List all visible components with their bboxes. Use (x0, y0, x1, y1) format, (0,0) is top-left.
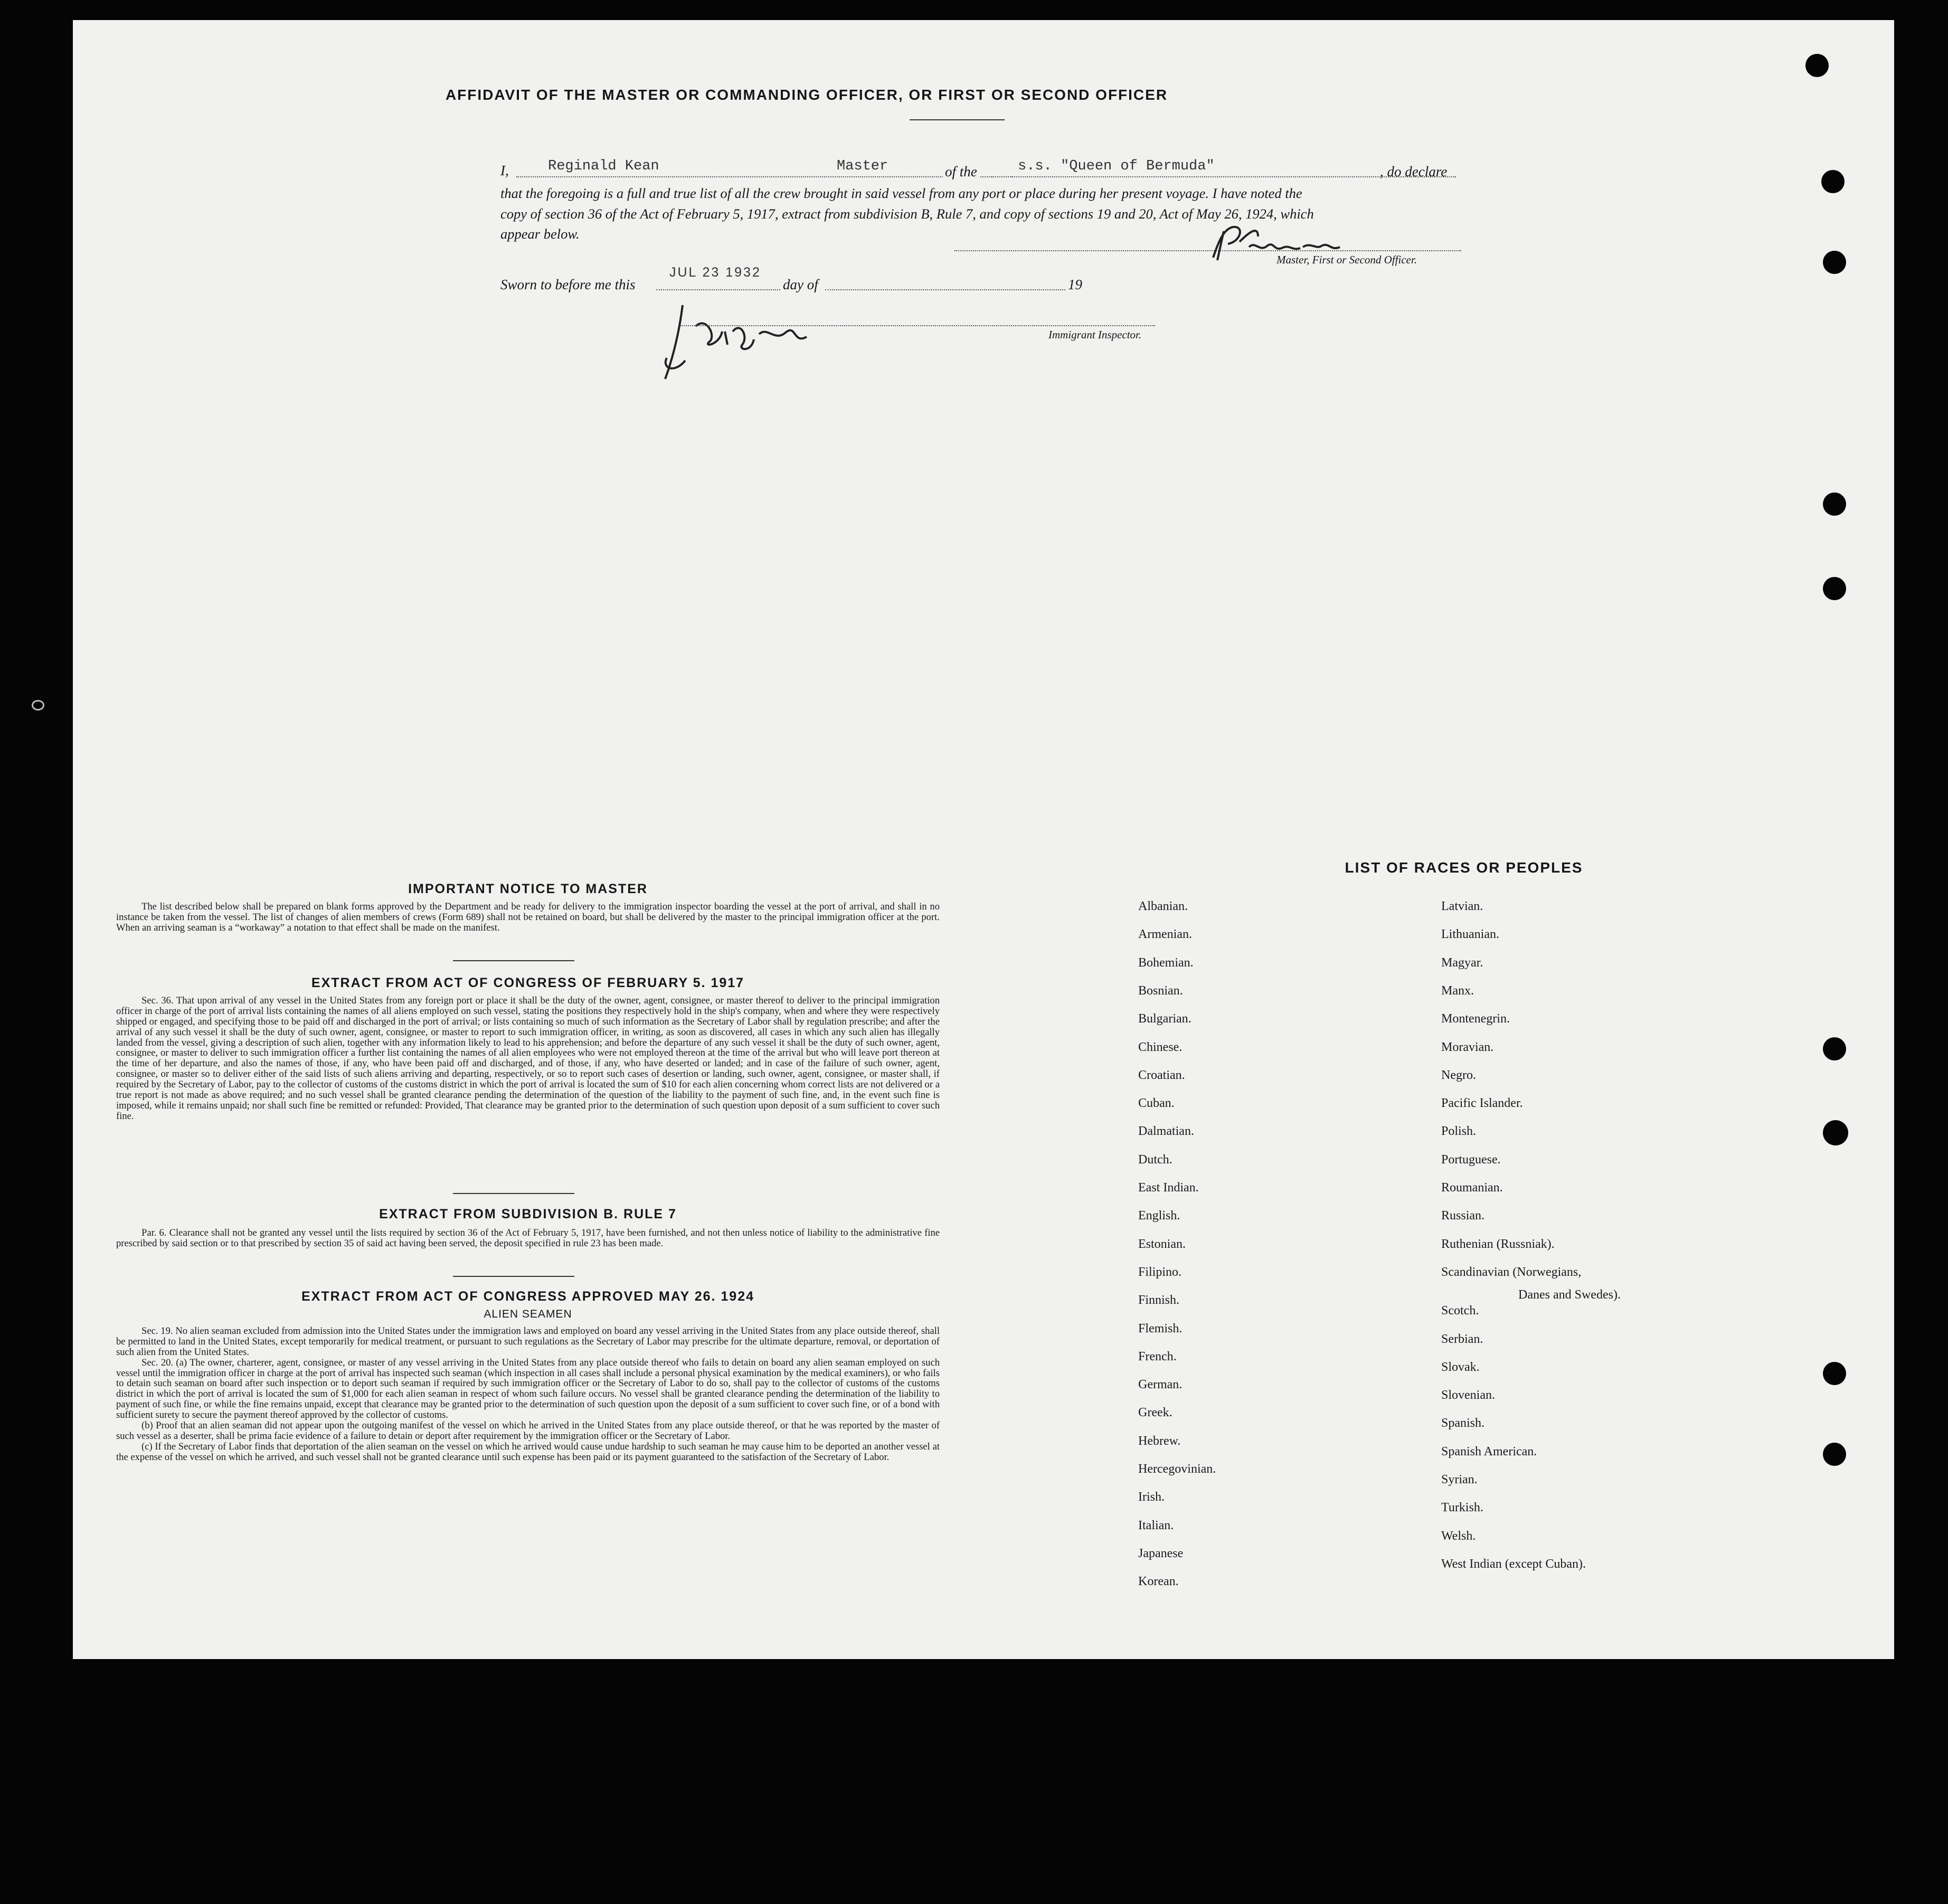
extract-1924-title: EXTRACT FROM ACT OF CONGRESS APPROVED MAY 26. 1924 (301, 1289, 755, 1304)
alien-seamen-subtitle: ALIEN SEAMEN (484, 1308, 572, 1320)
race-item: Roumanian. (1441, 1181, 1503, 1195)
race-item: Russian. (1441, 1209, 1485, 1223)
race-item: Greek. (1138, 1406, 1172, 1420)
race-item: Filipino. (1138, 1265, 1182, 1279)
officer-caption: Master, First or Second Officer. (1276, 253, 1417, 266)
race-item: Cuban. (1138, 1096, 1175, 1111)
binder-hole (1823, 492, 1846, 516)
inspector-signature-line (680, 325, 1155, 326)
race-item: Moravian. (1441, 1040, 1494, 1054)
race-item: Hebrew. (1138, 1434, 1181, 1448)
binder-hole (1823, 1120, 1848, 1145)
race-item: Flemish. (1138, 1321, 1183, 1335)
race-item: Ruthenian (Russniak). (1441, 1237, 1555, 1251)
sec-20c-paragraph: (c) If the Secretary of Labor finds that deportation of the alien seaman on the vessel on which he arrived would cause undue hardship to such seaman he may cause him to be deported an another vessel at the expense of the vessel on which he arrived, and such vessel shall not be granted clearance until such expense has been paid or its payment guaranteed to the satisfaction of the Secretary of Labor. (116, 1441, 940, 1463)
name-blank (516, 176, 1013, 177)
race-item: Slovenian. (1441, 1388, 1495, 1403)
sec-20a-paragraph: Sec. 20. (a) The owner, charterer, agent, consignee, or master of any vessel arriving in the United States from any place outside thereof who fails to detain on board any alien seaman employed on such vessel until the immigration officer in charge at the port of arrival has inspected such seaman (which inspection in all cases shall include a personal physical examination by the medical examiners), or who fails to detain such seaman on board after such inspection or to deport such seaman if required by such immigration officer or the Secretary of Labor to do so, shall pay to the collector of customs of the customs district in which the port of arrival is located the sum of $1,000 for each alien seaman in respect of whom such failure occurs. No vessel shall be granted clearance pending the determination of the liability to payment of such fine, or while the fine remains unpaid, except that clearance may be granted prior to the determination of such question upon the deposit of a sum sufficient to cover such fine, or of a bond with sufficient surety to secure the payment thereof approved by the collector of customs. (116, 1357, 940, 1421)
race-item: Scandinavian (Norwegians, (1441, 1265, 1582, 1279)
race-item: Chinese. (1138, 1040, 1183, 1054)
race-item: French. (1138, 1349, 1177, 1363)
affidavit-i-label: I, (500, 163, 509, 178)
sworn-day-blank (656, 289, 780, 290)
sec-36-paragraph: Sec. 36. That upon arrival of any vessel in the United States from any foreign port or place it shall be the duty of the owner, agent, consignee, or master thereof to deliver to the principal immigration officer in charge of the port of arrival lists containing the names of all aliens employed on such vessel, stating the positions they respectively hold in the ship's company, when and where they were respectively shipped or engaged, and specifying those to be paid off and discharged in the port of arrival; or lists containing so much of such information as the Secretary of Labor shall by regulation prescribe; and after the arrival of any such vessel it shall be the duty of such owner, agent, consignee, or master to report to such immigration officer, in writing, as soon as discovered, all cases in which any such alien has illegally landed from the vessel, giving a description of such alien, together with any information likely to lead to his apprehension; and before the departure of any such vessel it shall be the duty of such owner, agent, consignee, or master to deliver to such immigration officer a further list containing the names of all alien employees who were not employed thereon at the time of the arrival but who will leave port thereon at the time of her departure, and also the names of those, if any, who have been paid off and discharged, and of those, if any, who have deserted or landed; and in case of the failure of such owner, agent, consignee, or master so to deliver either of the said lists of such aliens arriving and departing, respectively, or so to report such cases of desertion or landing, such owner, agent, consignee, or master shall, if required by the Secretary of Labor, pay to the collector of customs of the customs district in which the port of arrival is located the sum of $10 for each alien concerning whom correct lists are not delivered or a true report is not made as above required; and no such vessel shall be granted clearance pending the determination of the question of the liability to the payment of such fine, and, in the event such fine is imposed, while it remains unpaid; nor shall such fine be remitted or refunded: Provided, That clearance may be granted prior to the determination of such question upon deposit of a sum sufficient to cover such fine. (116, 995, 940, 1122)
rule-7-title: EXTRACT FROM SUBDIVISION B. RULE 7 (379, 1207, 677, 1221)
sworn-label: Sworn to before me this (500, 277, 636, 292)
master-name: Reginald Kean (548, 158, 659, 174)
affidavit-line-2: that the foregoing is a full and true list of all the crew brought in said vessel from any port or place during her present voyage. I have noted the (500, 185, 1302, 201)
inspector-signature (654, 295, 886, 384)
affidavit-do-declare: , do declare (1380, 164, 1448, 179)
notice-paragraph: The list described below shall be prepared on blank forms approved by the Department and be ready for delivery to the immigration inspector boarding the vessel at the port of arrival, and shall in no instance be taken from the vessel. The list of changes of alien members of crews (Form 689) shall not be retained on board, but shall be delivered by the master to the principal immigration officer at the port. When an arriving seaman is a “workaway” a notation to that effect shall be made on the manifest. (116, 901, 940, 933)
notice-title: IMPORTANT NOTICE TO MASTER (408, 882, 648, 896)
race-item: Dalmatian. (1138, 1124, 1194, 1139)
binder-hole (1823, 251, 1846, 274)
race-item: Pacific Islander. (1441, 1096, 1523, 1111)
races-title: LIST OF RACES OR PEOPLES (1345, 859, 1583, 876)
race-item: Turkish. (1441, 1501, 1483, 1515)
race-item: West Indian (except Cuban). (1441, 1557, 1586, 1571)
binder-hole (1823, 577, 1846, 600)
race-item: Portuguese. (1441, 1152, 1501, 1167)
day-of-label: day of (783, 277, 818, 292)
notice-text (116, 902, 940, 933)
race-item: Syrian. (1441, 1473, 1478, 1486)
race-item: English. (1138, 1209, 1180, 1223)
sec-19-paragraph: Sec. 19. No alien seaman excluded from admission into the United States under the immigration laws and employed on board any vessel arriving in the United States from any place outside thereof, shall be permitted to land in the United States, except temporarily for medical treatment, or pursuant to such regulations as the Secretary of Labor may prescribe for the ultimate departure, removal, or deportation of such alien from the United States. (116, 1325, 940, 1358)
affidavit-line-3: copy of section 36 of the Act of February 5, 1917, extract from subdivision B, Rule 7, and copy of sections 19 and 20, Act of May 26, 1924, which (500, 206, 1314, 222)
race-item: Estonian. (1138, 1237, 1186, 1251)
race-item: Irish. (1138, 1490, 1165, 1504)
par-6-paragraph: Par. 6. Clearance shall not be granted any vessel until the lists required by section 36 of the Act of February 5, 1917, have been furnished, and not then unless notice of liability to the administrative fine prescribed by said section or to that prescribed by section 35 of said act having been served, the deposit specified in rule 23 has been made. (116, 1227, 940, 1249)
binder-hole (1805, 54, 1829, 77)
extract-1917-title: EXTRACT FROM ACT OF CONGRESS OF FEBRUARY 5. 1917 (311, 975, 745, 990)
affidavit-of-the: of the (943, 164, 979, 180)
race-item: Welsh. (1441, 1529, 1476, 1543)
vessel-name: s.s. "Queen of Bermuda" (1018, 158, 1215, 174)
race-item: Serbian. (1441, 1332, 1483, 1346)
race-item: Croatian. (1138, 1068, 1185, 1082)
race-item: Montenegrin. (1441, 1012, 1510, 1026)
race-item: Spanish. (1441, 1416, 1485, 1431)
race-item: Albanian. (1138, 899, 1188, 913)
race-item: German. (1138, 1378, 1183, 1392)
divider-1 (453, 960, 574, 961)
race-item: Italian. (1138, 1518, 1174, 1532)
binder-hole (1823, 1443, 1846, 1466)
race-item: Korean. (1138, 1575, 1179, 1589)
race-item: Magyar. (1441, 955, 1483, 970)
film-mark (32, 700, 44, 711)
date-stamp: JUL 23 1932 (669, 265, 761, 280)
binder-hole (1823, 1037, 1846, 1060)
affidavit-title: AFFIDAVIT OF THE MASTER OR COMMANDING OFFICER, OR FIRST OR SECOND OFFICER (445, 87, 1168, 103)
race-item: Bosnian. (1138, 983, 1183, 998)
race-item: Lithuanian. (1441, 927, 1499, 942)
divider-3 (453, 1276, 574, 1277)
race-item: Bulgarian. (1138, 1012, 1192, 1026)
race-item: Dutch. (1138, 1152, 1172, 1167)
race-item: Finnish. (1138, 1293, 1180, 1308)
extract-1924-text (116, 1326, 940, 1463)
month-blank (825, 289, 1065, 290)
race-item: East Indian. (1138, 1181, 1199, 1195)
race-item: Spanish American. (1441, 1444, 1537, 1458)
sec-20b-paragraph: (b) Proof that an alien seaman did not appear upon the outgoing manifest of the vessel on which he arrived in the United States from any place outside thereof, or that he was reported by the master of such vessel as a deserter, shall be prima facie evidence of a failure to detain or deport after requirement by the immigration officer or the Secretary of Labor. (116, 1420, 940, 1442)
binder-hole (1821, 170, 1845, 193)
document-page (73, 20, 1894, 1659)
race-item: Armenian. (1138, 927, 1192, 942)
race-item: Latvian. (1441, 899, 1483, 913)
race-item: Manx. (1441, 983, 1474, 998)
race-item: Bohemian. (1138, 955, 1194, 970)
master-position: Master (837, 158, 888, 174)
title-divider (910, 119, 1005, 120)
race-item: Slovak. (1441, 1360, 1480, 1374)
race-item: Japanese (1138, 1546, 1184, 1560)
divider-2 (453, 1193, 574, 1194)
race-item: Negro. (1441, 1068, 1476, 1082)
extract-1917-text (116, 996, 940, 1122)
affidavit-line-4: appear below. (500, 226, 580, 242)
inspector-caption: Immigrant Inspector. (1048, 328, 1142, 341)
year-prefix: 19 (1068, 277, 1082, 292)
rule-7-text (116, 1228, 940, 1249)
race-item: Polish. (1441, 1124, 1477, 1139)
race-item: Scotch. (1441, 1304, 1479, 1318)
race-scandinavian-continued: Danes and Swedes). (1518, 1288, 1621, 1302)
race-item: Hercegovinian. (1138, 1462, 1216, 1476)
binder-hole (1823, 1362, 1846, 1385)
